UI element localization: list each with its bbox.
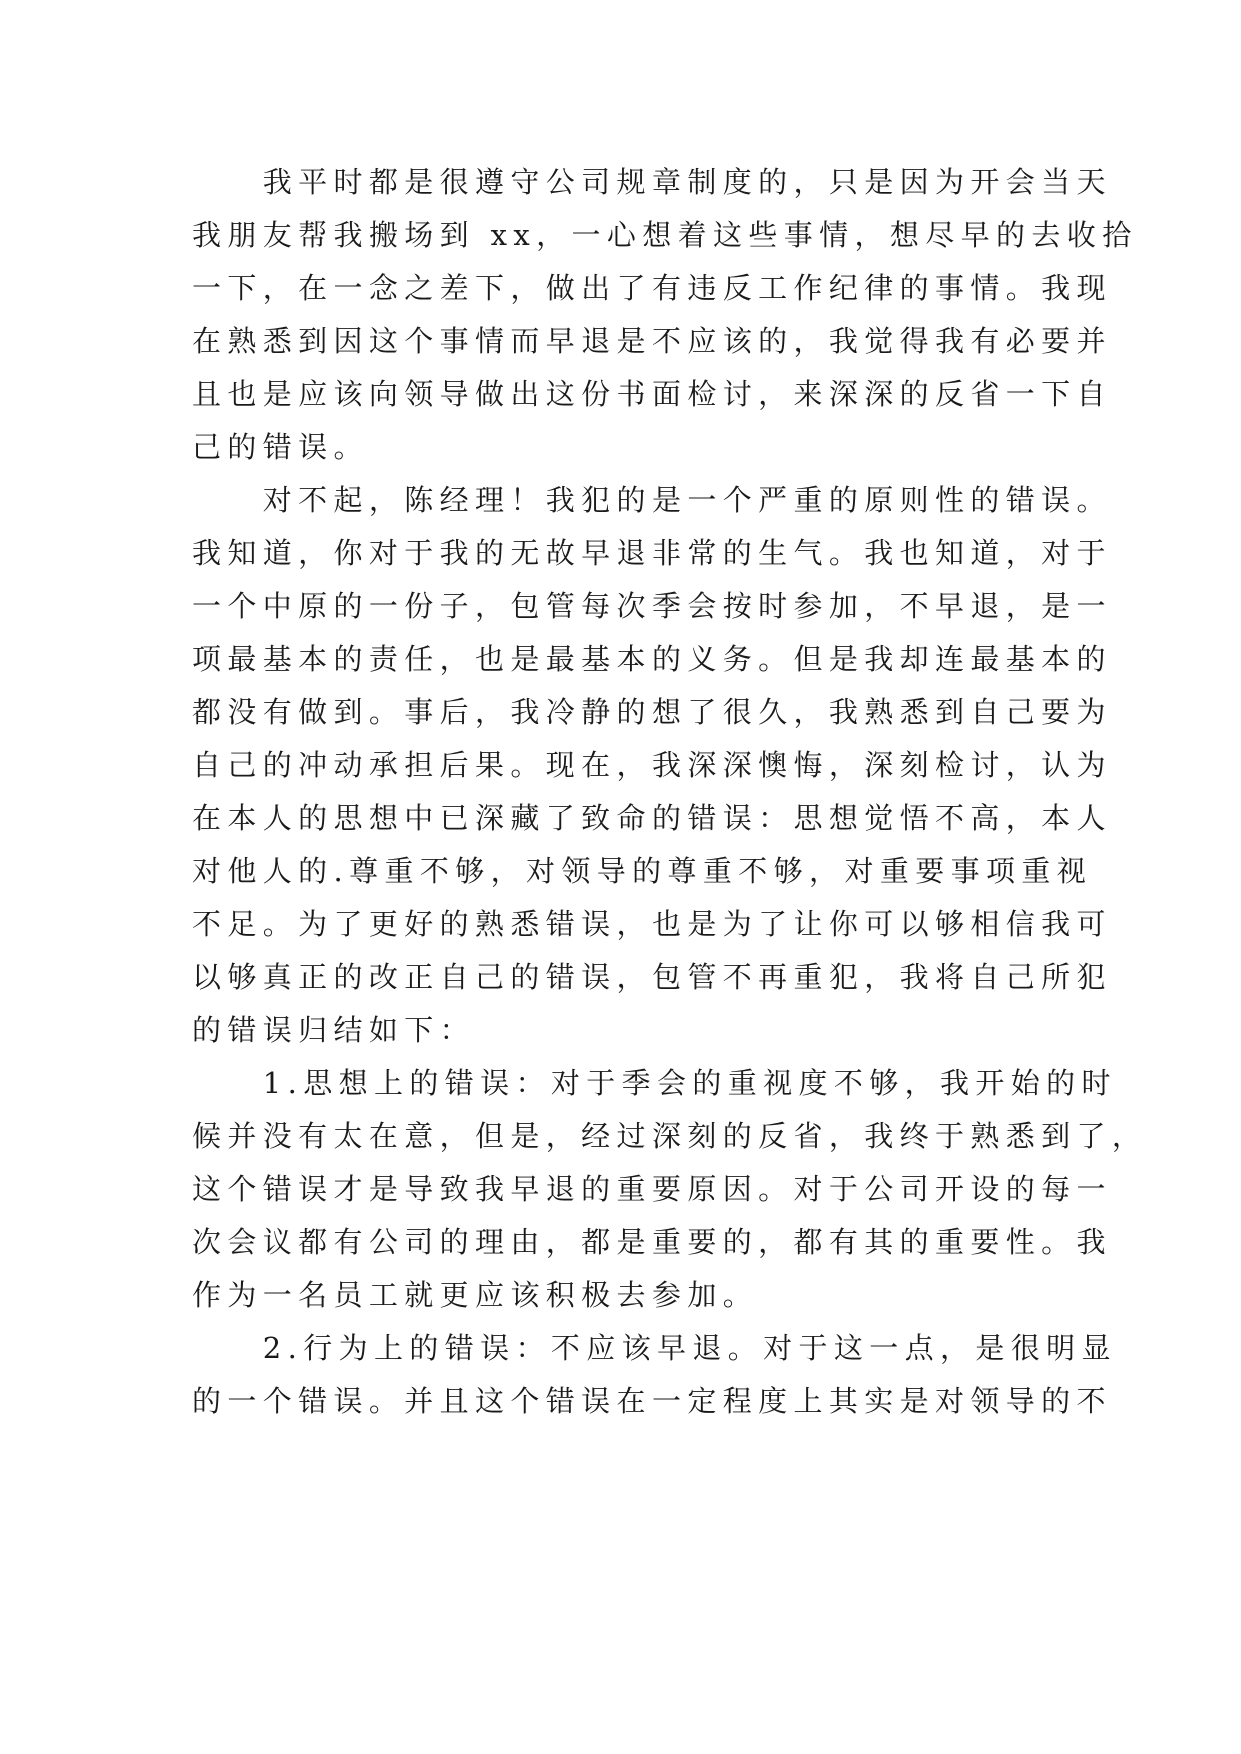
text-line: 对不起，陈经理！我犯的是一个严重的原则性的错误。: [192, 483, 1112, 517]
text-line: 2.行为上的错误：不应该早退。对于这一点，是很明显: [192, 1331, 1117, 1365]
text-line: 候并没有太在意，但是，经过深刻的反省，我终于熟悉到了，: [192, 1119, 1148, 1153]
text-line: 在本人的思想中已深藏了致命的错误：思想觉悟不高，本人: [192, 801, 1112, 835]
text-line: 1.思想上的错误：对于季会的重视度不够，我开始的时: [192, 1066, 1117, 1100]
text-line: 己的错误。: [192, 430, 369, 464]
text-line: 作为一名员工就更应该积极去参加。: [192, 1278, 759, 1312]
text-line: 我知道，你对于我的无故早退非常的生气。我也知道，对于: [192, 536, 1112, 570]
text-line: 都没有做到。事后，我冷静的想了很久，我熟悉到自己要为: [192, 695, 1112, 729]
text-line: 对他人的.尊重不够，对领导的尊重不够，对重要事项重视: [192, 854, 1093, 888]
text-line: 的一个错误。并且这个错误在一定程度上其实是对领导的不: [192, 1384, 1112, 1418]
text-line: 不足。为了更好的熟悉错误，也是为了让你可以够相信我可: [192, 907, 1112, 941]
text-line: 在熟悉到因这个事情而早退是不应该的，我觉得我有必要并: [192, 324, 1112, 358]
text-line: 这个错误才是导致我早退的重要原因。对于公司开设的每一: [192, 1172, 1112, 1206]
text-line: 项最基本的责任，也是最基本的义务。但是我却连最基本的: [192, 642, 1112, 676]
text-line: 我朋友帮我搬场到 xx，一心想着这些事情，想尽早的去收拾: [192, 218, 1138, 252]
text-line: 的错误归结如下：: [192, 1013, 476, 1047]
text-line: 次会议都有公司的理由，都是重要的，都有其的重要性。我: [192, 1225, 1112, 1259]
text-line: 且也是应该向领导做出这份书面检讨，来深深的反省一下自: [192, 377, 1112, 411]
text-line: 我平时都是很遵守公司规章制度的，只是因为开会当天: [192, 165, 1112, 199]
text-line: 以够真正的改正自己的错误，包管不再重犯，我将自己所犯: [192, 960, 1112, 994]
text-line: 一个中原的一份子，包管每次季会按时参加，不早退，是一: [192, 589, 1112, 623]
text-line: 一下，在一念之差下，做出了有违反工作纪律的事情。我现: [192, 271, 1112, 305]
text-line: 自己的冲动承担后果。现在，我深深懊悔，深刻检讨，认为: [192, 748, 1112, 782]
